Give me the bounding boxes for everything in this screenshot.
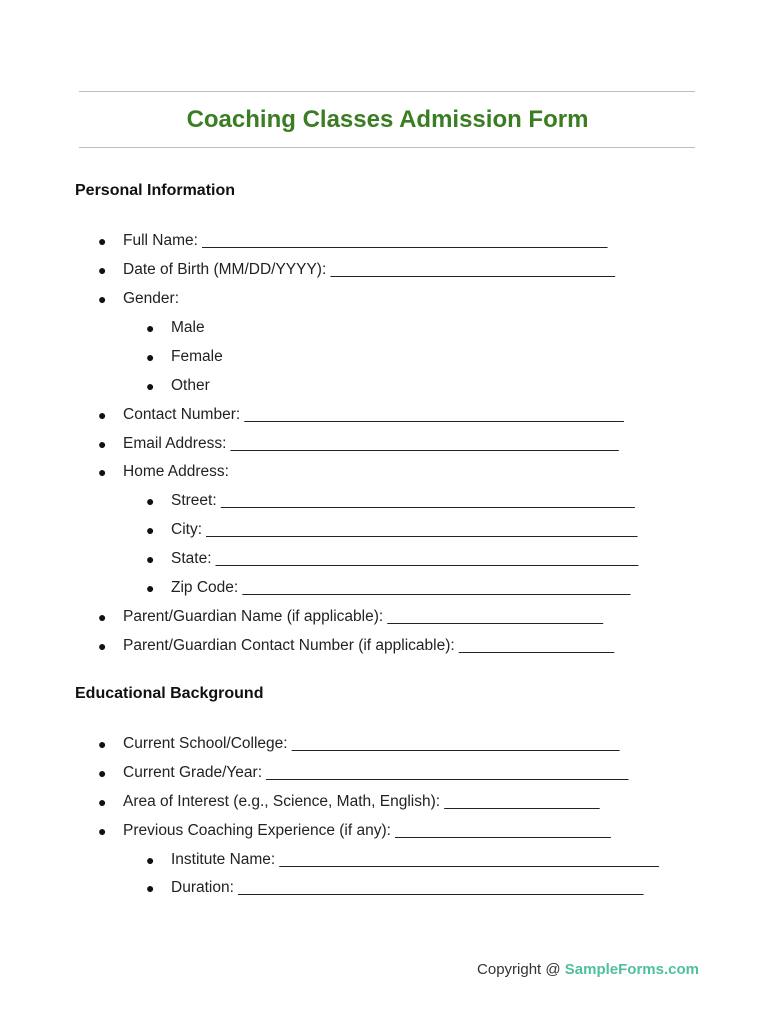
field-home-address: ● Home Address: bbox=[98, 463, 229, 480]
bullet-icon: ● bbox=[98, 262, 107, 278]
field-current-school: ● Current School/College: ______________________________________ bbox=[98, 735, 620, 752]
bullet-icon: ● bbox=[146, 880, 155, 896]
bullet-icon: ● bbox=[98, 233, 107, 249]
bullet-icon: ● bbox=[98, 291, 107, 307]
field-dob: ● Date of Birth (MM/DD/YYYY): _________________________________ bbox=[98, 261, 616, 278]
bullet-icon: ● bbox=[98, 765, 107, 781]
section-heading-personal: Personal Information bbox=[75, 182, 236, 199]
field-street: ● Street: ________________________________________________ bbox=[146, 492, 635, 509]
field-zip-code: ● Zip Code: _____________________________________________ bbox=[146, 579, 631, 596]
copyright-prefix: Copyright @ bbox=[477, 961, 565, 978]
bullet-icon: ● bbox=[98, 609, 107, 625]
bullet-icon: ● bbox=[146, 522, 155, 538]
bullet-icon: ● bbox=[98, 638, 107, 654]
field-email: ● Email Address: _____________________________________________ bbox=[98, 435, 619, 452]
option-other: ● Other bbox=[146, 377, 210, 394]
field-institute-name: ● Institute Name: ____________________________________________ bbox=[146, 851, 659, 868]
top-divider bbox=[79, 91, 695, 92]
copyright-footer bbox=[477, 960, 699, 980]
bullet-icon: ● bbox=[98, 794, 107, 810]
field-city: ● City: __________________________________________________ bbox=[146, 521, 638, 538]
field-area-of-interest: ● Area of Interest (e.g., Science, Math, English): __________________ bbox=[98, 793, 600, 810]
field-guardian-name: ● Parent/Guardian Name (if applicable): _________________________ bbox=[98, 608, 604, 625]
option-male: ● Male bbox=[146, 319, 205, 336]
bullet-icon: ● bbox=[146, 551, 155, 567]
field-state: ● State: _________________________________________________ bbox=[146, 550, 639, 567]
page-title: Coaching Classes Admission Form bbox=[186, 106, 589, 133]
bullet-icon: ● bbox=[146, 493, 155, 509]
bullet-icon: ● bbox=[146, 852, 155, 868]
field-previous-coaching: ● Previous Coaching Experience (if any): _________________________ bbox=[98, 822, 611, 839]
field-current-grade: ● Current Grade/Year: __________________________________________ bbox=[98, 764, 629, 781]
bullet-icon: ● bbox=[146, 580, 155, 596]
brand-link[interactable]: SampleForms.com bbox=[564, 961, 699, 978]
option-female: ● Female bbox=[146, 348, 223, 365]
bullet-icon: ● bbox=[98, 436, 107, 452]
bottom-divider bbox=[79, 147, 695, 148]
field-duration: ● Duration: _______________________________________________ bbox=[146, 879, 644, 896]
bullet-icon: ● bbox=[146, 378, 155, 394]
bullet-icon: ● bbox=[98, 464, 107, 480]
bullet-icon: ● bbox=[146, 320, 155, 336]
bullet-icon: ● bbox=[98, 736, 107, 752]
bullet-icon: ● bbox=[98, 823, 107, 839]
field-full-name: ● Full Name: _______________________________________________ bbox=[98, 232, 608, 249]
field-gender: ● Gender: bbox=[98, 290, 180, 307]
bullet-icon: ● bbox=[146, 349, 155, 365]
section-heading-education: Educational Background bbox=[75, 685, 264, 702]
bullet-icon: ● bbox=[98, 407, 107, 423]
field-guardian-contact: ● Parent/Guardian Contact Number (if applicable): __________________ bbox=[98, 637, 615, 654]
field-contact-number: ● Contact Number: ____________________________________________ bbox=[98, 406, 624, 423]
